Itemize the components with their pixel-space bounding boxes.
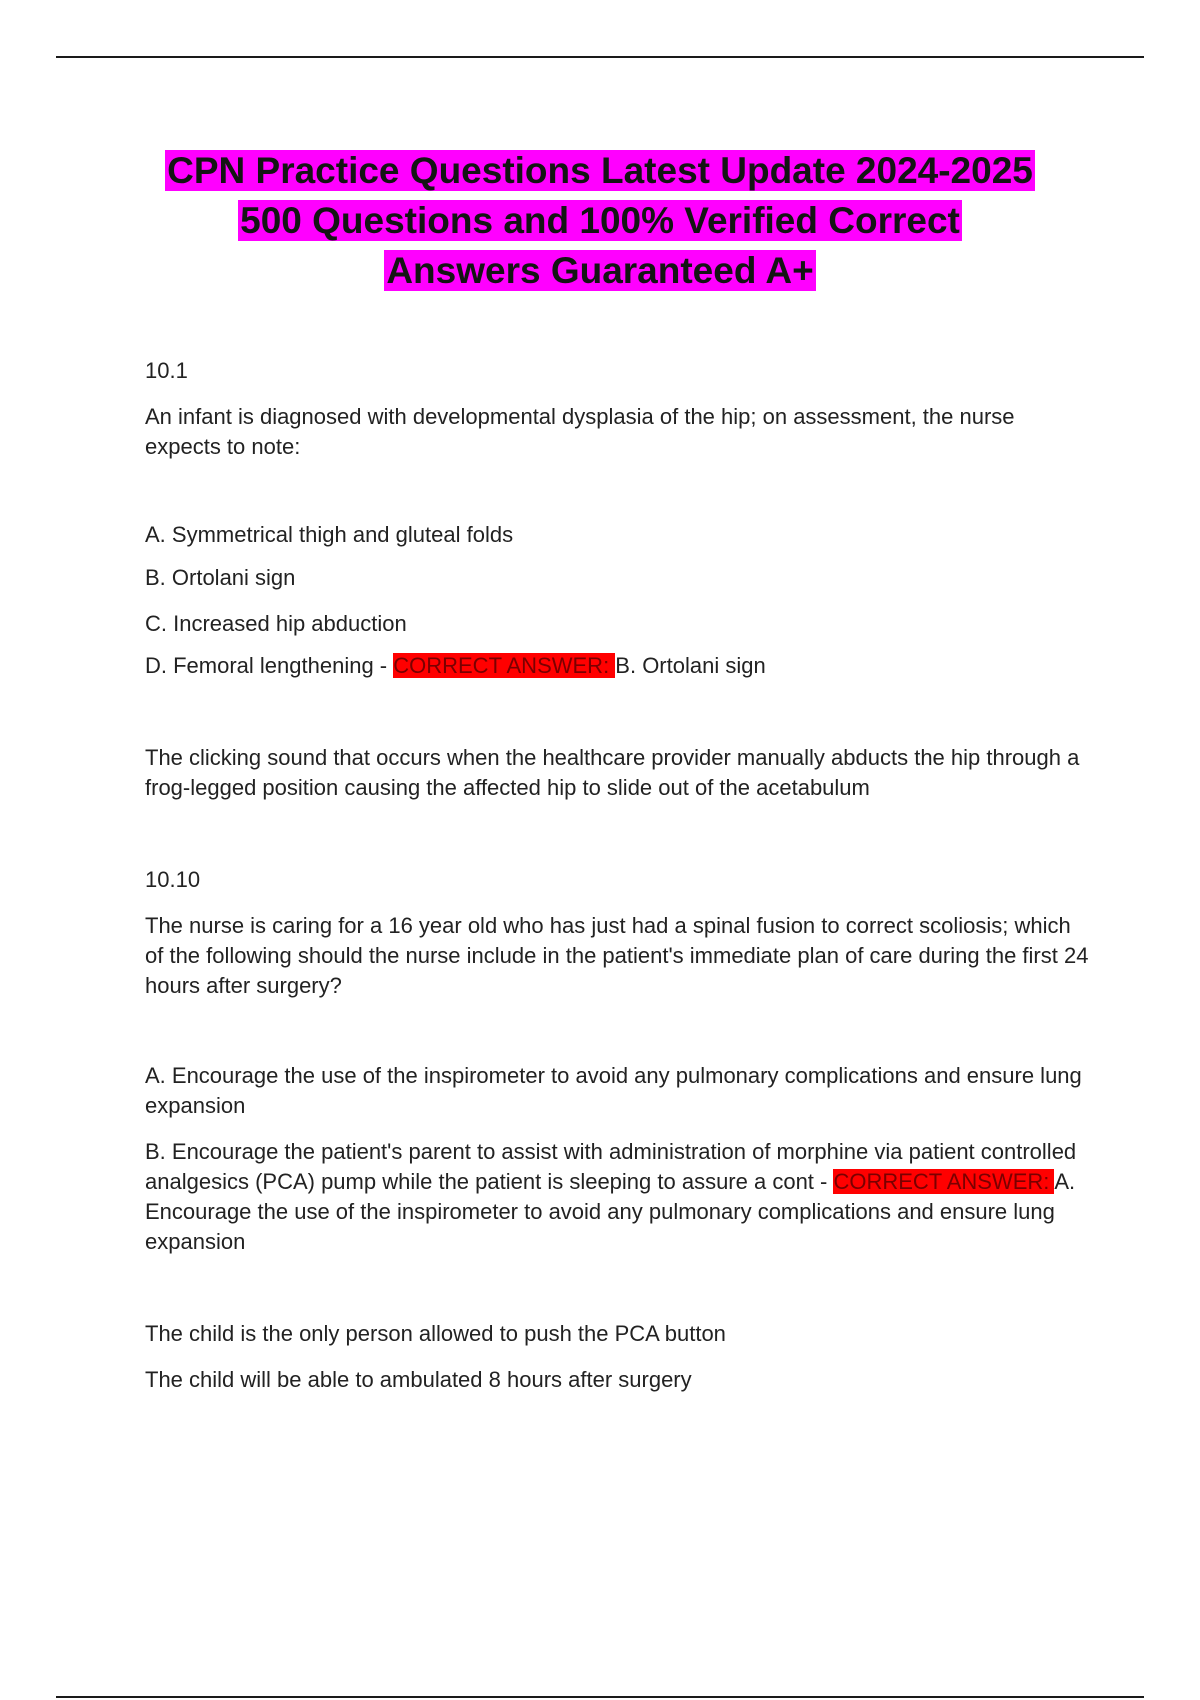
title-line-1: CPN Practice Questions Latest Update 2024-2025 <box>167 150 1033 191</box>
question-number: 10.1 <box>145 358 188 383</box>
title-line-3: Answers Guaranteed A+ <box>386 250 814 291</box>
title-line-2: 500 Questions and 100% Verified Correct <box>240 200 960 241</box>
top-rule <box>56 56 1144 58</box>
question-stem: The nurse is caring for a 16 year old who has just had a spinal fusion to correct scoliosis; which of the following should the nurse include in the patient's immediate plan of care during the first 24 hours after surgery? <box>145 913 1089 998</box>
rationale: The child is the only person allowed to push the PCA button <box>145 1321 726 1346</box>
correct-answer-marker: CORRECT ANSWER: <box>393 653 616 678</box>
option-a: A. Symmetrical thigh and gluteal folds <box>145 522 514 547</box>
bottom-rule <box>56 1696 1144 1698</box>
document-title <box>100 146 1100 296</box>
question-number: 10.10 <box>145 867 201 892</box>
document-body <box>145 356 1095 1395</box>
question-stem: An infant is diagnosed with developmental dysplasia of the hip; on assessment, the nurse expects to note: <box>145 404 1015 459</box>
rationale: The clicking sound that occurs when the healthcare provider manually abducts the hip through a frog-legged position causing the affected hip to slide out of the acetabulum <box>145 745 1080 800</box>
option-a: A. Encourage the use of the inspirometer to avoid any pulmonary complications and ensure lung expansion <box>145 1063 1082 1118</box>
option-d: D. Femoral lengthening - <box>145 653 394 678</box>
correct-answer-marker: CORRECT ANSWER: <box>833 1169 1055 1194</box>
option-b-with-answer <box>145 1137 1095 1257</box>
option-b: B. Encourage the patient's parent to assist with administration of morphine via patient controlled analgesics (PCA) pump while the patient is sleeping to assure a cont - <box>145 1139 1077 1194</box>
option-c: C. Increased hip abduction <box>145 611 407 636</box>
option-d-with-answer <box>145 651 1095 681</box>
correct-answer: A. Encourage the use of the inspirometer to avoid any pulmonary complications and ensure lung expansion <box>145 1169 1076 1254</box>
rationale: The child will be able to ambulated 8 hours after surgery <box>145 1367 692 1392</box>
option-b: B. Ortolani sign <box>145 565 296 590</box>
correct-answer: B. Ortolani sign <box>615 653 766 678</box>
